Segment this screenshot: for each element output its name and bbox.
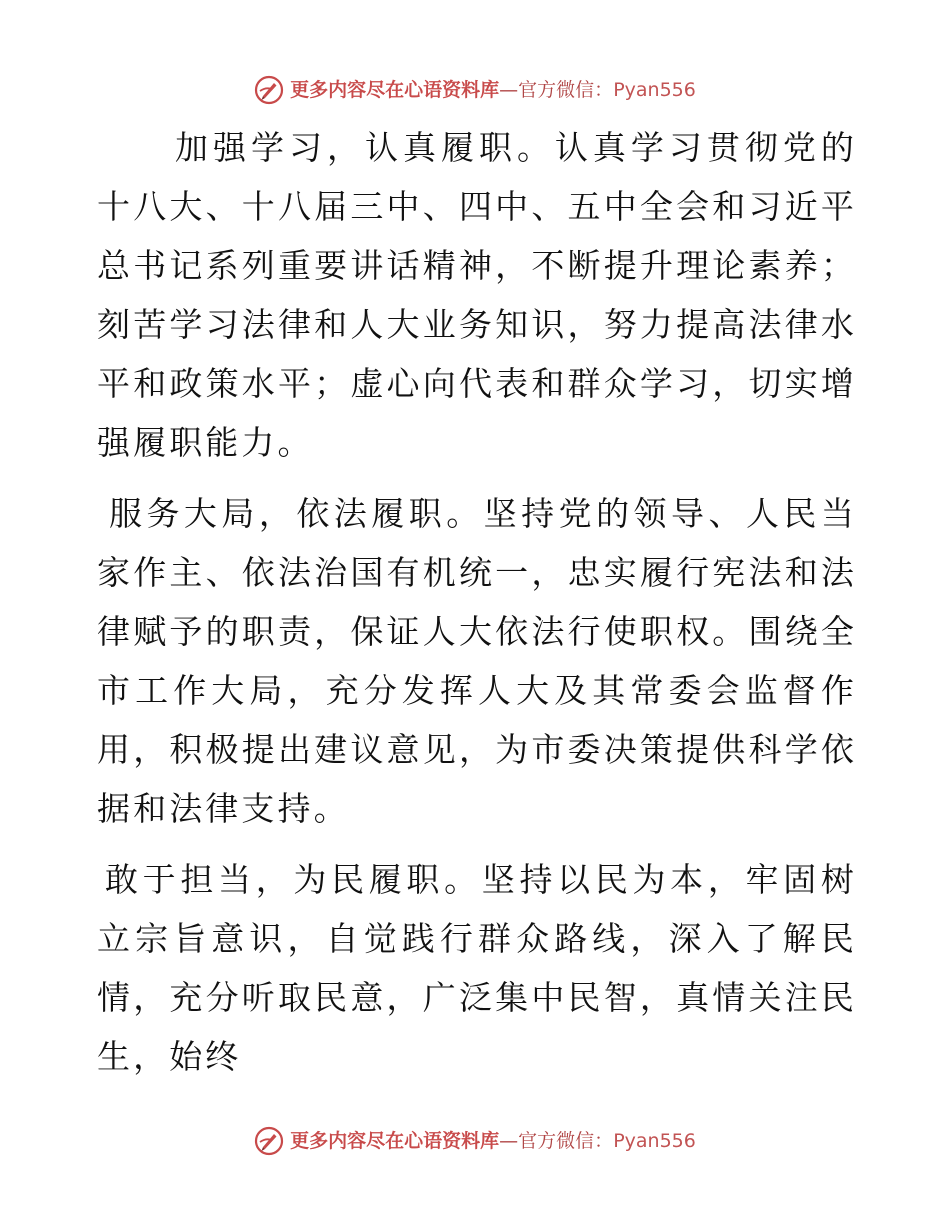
- header-banner-text: [290, 78, 696, 102]
- document-body: [97, 118, 857, 1086]
- footer-banner-text: [290, 1129, 696, 1153]
- footer-banner: [0, 1123, 950, 1159]
- banner-dash: —: [499, 1130, 519, 1152]
- paragraph-serve: 服务大局，依法履职。坚持党的领导、人民当家作主、依法治国有机统一，忠实履行宪法和法律赋予的职责，保证人大依法行使职权。围绕全市工作大局，充分发挥人大及其常委会监督作用，积极提出建议意见，为市委决策提供科学依据和法律支持。: [97, 494, 857, 828]
- quill-logo-icon: [254, 75, 284, 105]
- banner-slogan: 更多内容尽在心语资料库: [290, 79, 500, 101]
- banner-wechat-label: 官方微信：: [518, 1130, 614, 1152]
- banner-dash: —: [499, 79, 519, 101]
- banner-wechat-label: 官方微信：: [518, 79, 614, 101]
- banner-slogan: 更多内容尽在心语资料库: [290, 1130, 500, 1152]
- paragraph-study: 加强学习，认真履职。认真学习贯彻党的十八大、十八届三中、四中、五中全会和习近平总书记系列重要讲话精神，不断提升理论素养；刻苦学习法律和人大业务知识，努力提高法律水平和政策水平；虚心向代表和群众学习，切实增强履职能力。: [97, 128, 857, 462]
- quill-logo-icon: [254, 1126, 284, 1156]
- banner-wechat-id: Pyan556: [613, 1130, 696, 1152]
- paragraph-dare: 敢于担当，为民履职。坚持以民为本，牢固树立宗旨意识，自觉践行群众路线，深入了解民情，充分听取民意，广泛集中民智，真情关注民生，始终: [97, 860, 857, 1076]
- header-banner: [0, 72, 950, 108]
- banner-wechat-id: Pyan556: [613, 79, 696, 101]
